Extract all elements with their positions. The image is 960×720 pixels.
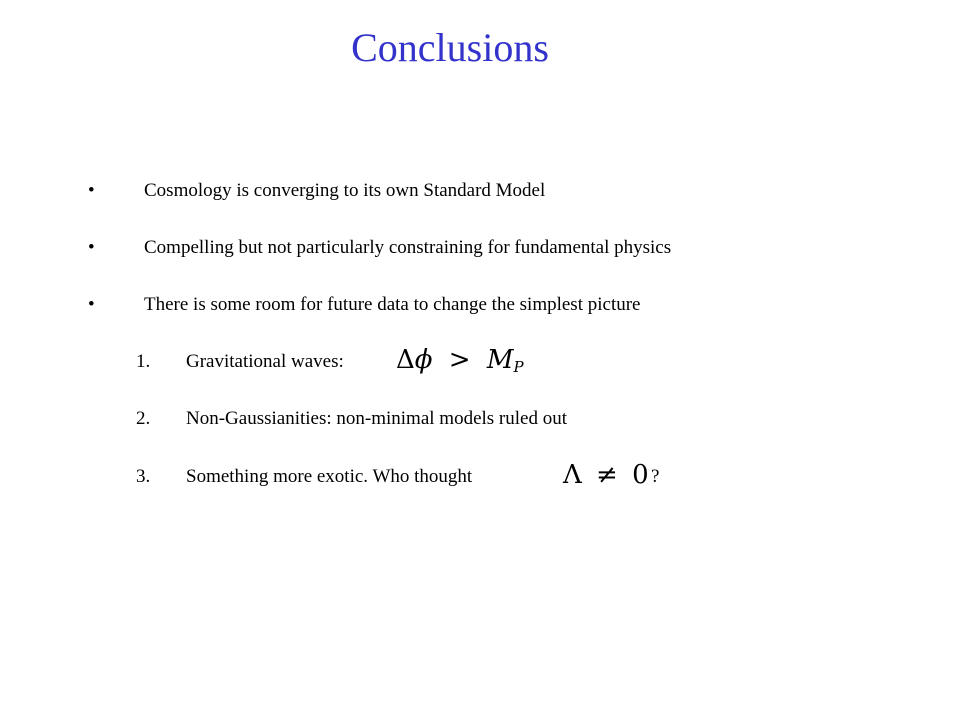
slide-title: Conclusions	[351, 25, 549, 70]
question-mark: ?	[651, 466, 660, 487]
bullet-marker: •	[88, 294, 95, 315]
zero-symbol: 0	[632, 460, 649, 490]
bullet-marker: •	[88, 237, 95, 258]
planck-mass-symbol: M	[486, 345, 514, 375]
item-text: Non-Gaussianities: non-minimal models ruled out	[186, 408, 568, 429]
item-number: 3.	[136, 466, 151, 487]
not-equal-symbol: ≠	[596, 460, 618, 490]
item-number: 1.	[136, 351, 151, 372]
delta-symbol: Δ	[396, 345, 415, 375]
phi-symbol: ϕ	[414, 345, 433, 375]
item-text: Something more exotic. Who thought	[186, 466, 473, 487]
gw-equation	[396, 345, 524, 382]
bullet-text: Cosmology is converging to its own Standard Model	[144, 180, 546, 201]
bullet-text: There is some room for future data to change the simplest picture	[144, 294, 641, 315]
planck-subscript: P	[513, 358, 524, 376]
lambda-equation	[563, 460, 649, 490]
lambda-symbol: Λ	[563, 460, 582, 490]
greater-than-symbol: >	[448, 345, 471, 375]
bullet-text: Compelling but not particularly constraining for fundamental physics	[144, 237, 672, 258]
bullet-marker: •	[88, 180, 95, 201]
item-number: 2.	[136, 408, 151, 429]
item-text: Gravitational waves:	[186, 351, 344, 372]
